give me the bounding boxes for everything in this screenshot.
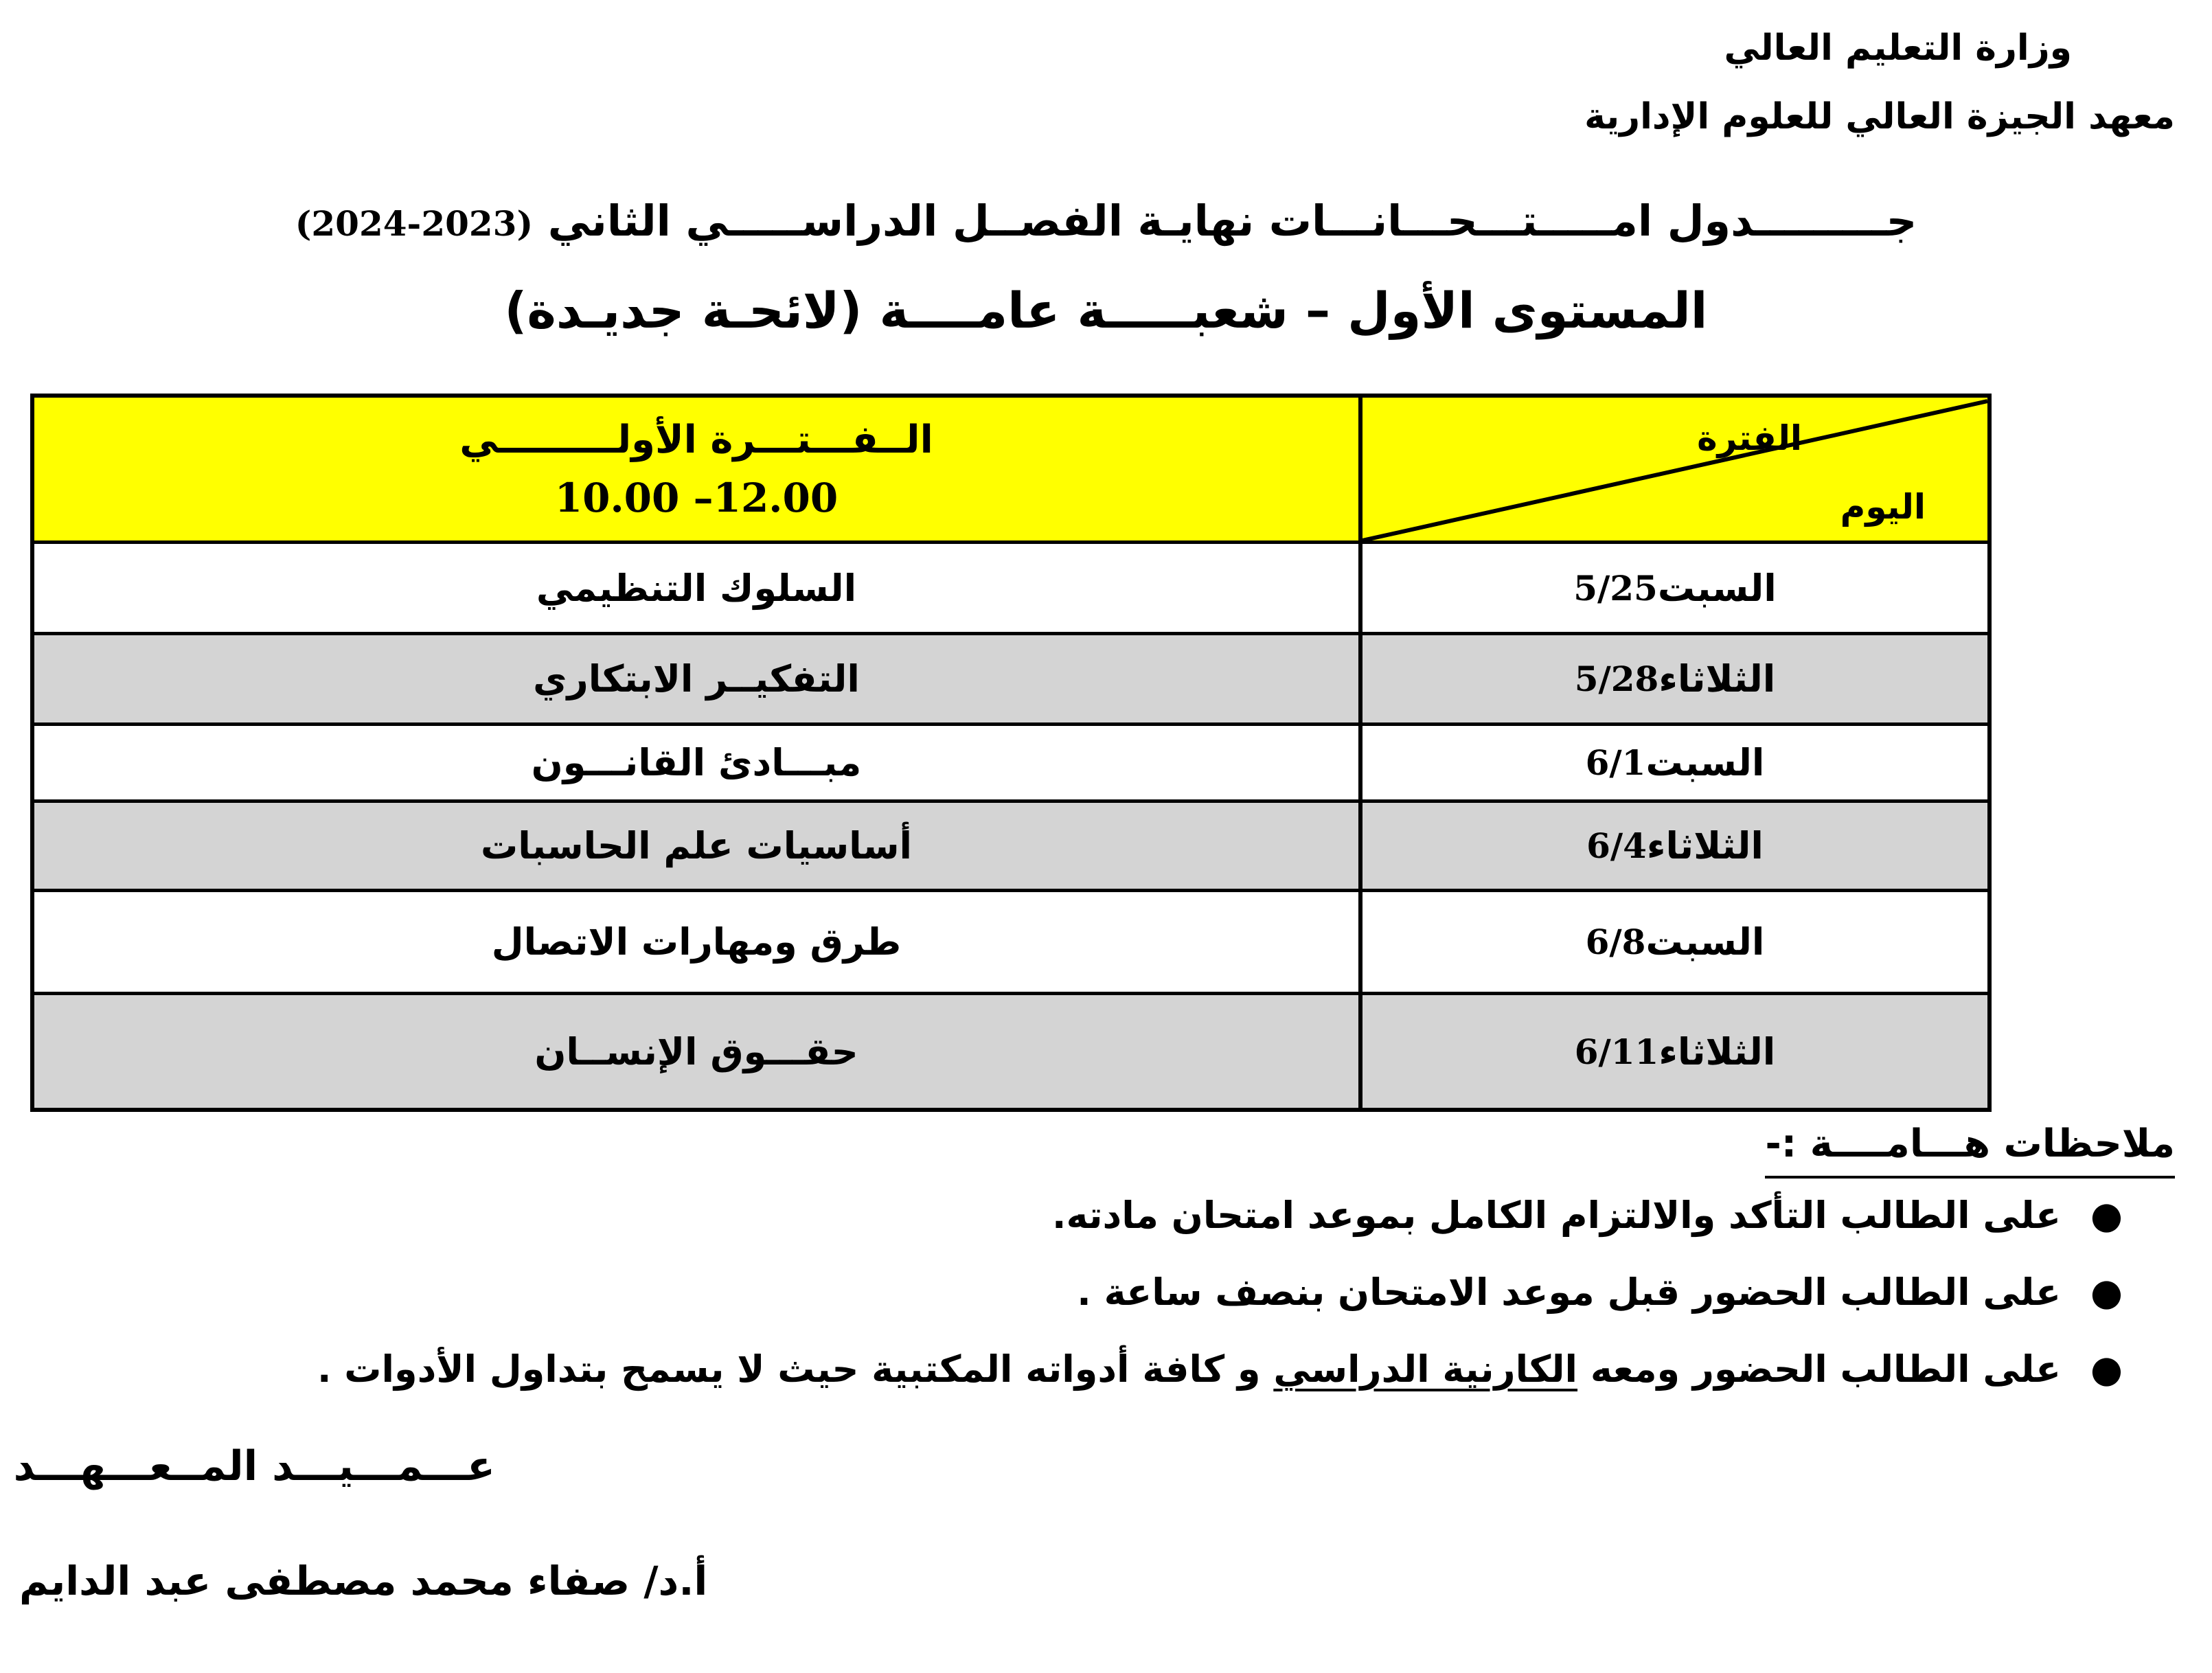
day-name: الثلاثاء — [1658, 657, 1776, 701]
exam-date: 6/4 — [1586, 826, 1647, 866]
subject-name: السلوك التنظيمي — [536, 566, 857, 610]
day-name: السبت — [1645, 920, 1765, 964]
exam-date: 5/25 — [1573, 567, 1658, 608]
subject-name: مبـــادئ القانـــون — [531, 741, 862, 784]
note-text: على الطالب التأكد والالتزام الكامل بموعد امتحان مادته. — [1052, 1194, 2061, 1237]
notes-title: ملاحظات هـــامــــة :- — [1765, 1122, 2175, 1179]
day-cell — [1358, 726, 1987, 799]
level-title: المستوى الأول – شعبـــــة عامــــة (لائحـة جديـدة) — [504, 282, 1708, 339]
header-day-period-cell — [1358, 398, 1987, 540]
notes-list — [317, 1194, 2123, 1424]
note-text-after: و كافة أدواته المكتبية حيث لا يسمح بتداول الأدوات . — [317, 1347, 1274, 1391]
ministry-name: وزارة التعليم العالي — [1724, 27, 2072, 69]
exam-date: 5/28 — [1574, 659, 1659, 699]
note-item — [317, 1194, 2123, 1271]
academic-year: (2023-2024) — [295, 203, 534, 244]
table-row — [34, 803, 1987, 892]
schedule-title-text: جـــــــــدول امـــــتـــحـــانـــات نهايـة الفصــل الدراســـــي الثاني — [547, 196, 1917, 246]
exam-date: 6/1 — [1585, 742, 1646, 783]
day-cell — [1358, 995, 1987, 1108]
subject-cell — [34, 995, 1358, 1108]
institute-name: معهد الجيزة العالي للعلوم الإدارية — [1584, 96, 2175, 137]
day-name: الثلاثاء — [1658, 1029, 1776, 1073]
subject-name: التفكيــر الابتكاري — [533, 657, 860, 701]
day-cell — [1358, 892, 1987, 992]
bullet-icon: ● — [2090, 1194, 2123, 1237]
table-row — [34, 544, 1987, 635]
day-cell — [1358, 803, 1987, 889]
day-name: الثلاثاء — [1646, 824, 1764, 867]
subject-cell — [34, 544, 1358, 632]
table-row — [34, 635, 1987, 726]
subject-cell — [34, 635, 1358, 722]
note-text: على الطالب الحضور قبل موعد الامتحان بنصف ساعة . — [1077, 1271, 2061, 1314]
table-row — [34, 726, 1987, 803]
subject-cell — [34, 726, 1358, 799]
dean-name: أ.د/ صفاء محمد مصطفى عبد الدايم — [19, 1558, 708, 1604]
subject-name: حقـــوق الإنســان — [534, 1029, 858, 1073]
table-header-row — [34, 398, 1987, 544]
day-cell — [1358, 635, 1987, 722]
day-name: السبت — [1645, 741, 1765, 784]
table-row — [34, 995, 1987, 1108]
note-item — [317, 1347, 2123, 1424]
dean-title: عـــمـــيـــد المــعـــهـــد — [13, 1442, 495, 1490]
first-period-label: الــفـــتـــرة الأولـــــــــي — [459, 417, 933, 462]
bullet-icon: ● — [2090, 1271, 2123, 1314]
exam-date: 6/11 — [1574, 1031, 1659, 1072]
exam-schedule-table — [30, 394, 1992, 1112]
subject-cell — [34, 892, 1358, 992]
day-name: السبت — [1657, 566, 1777, 610]
day-cell — [1358, 544, 1987, 632]
table-row — [34, 892, 1987, 995]
schedule-title — [0, 196, 2212, 246]
note-text-underlined: الكارنية الدراسي — [1273, 1347, 1578, 1391]
note-text-before: على الطالب الحضور ومعه — [1577, 1347, 2061, 1391]
bullet-icon: ● — [2090, 1347, 2123, 1391]
header-period-label: الفترة — [1697, 418, 1802, 458]
subject-name: أساسيات علم الحاسبات — [480, 824, 913, 867]
note-item — [317, 1271, 2123, 1347]
exam-date: 6/8 — [1585, 922, 1646, 962]
subject-cell — [34, 803, 1358, 889]
header-day-label: اليوم — [1840, 487, 1926, 527]
first-period-time: 10.00 –12.00 — [554, 474, 839, 521]
subject-name: طرق ومهارات الاتصال — [491, 920, 902, 964]
header-first-period-cell — [34, 398, 1358, 540]
